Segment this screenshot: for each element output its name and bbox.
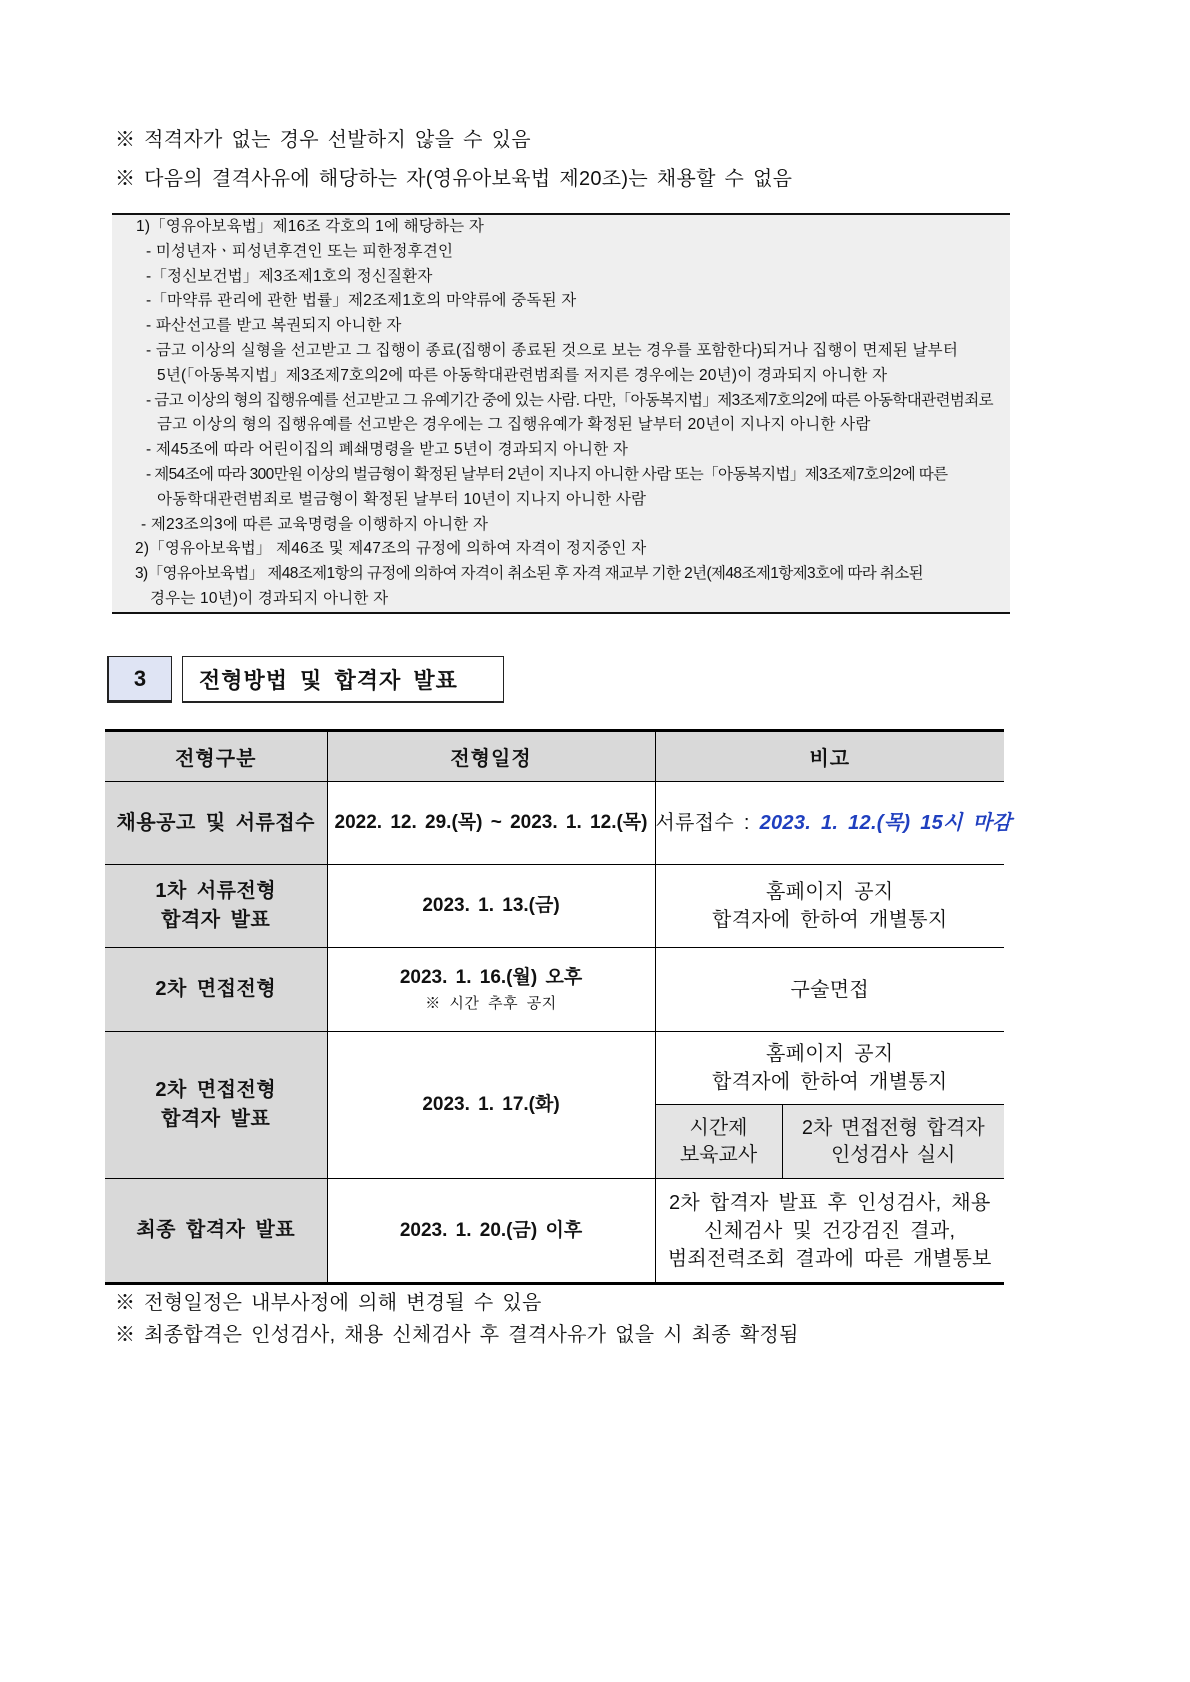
- date-label: 2023. 1. 17.(화): [422, 1094, 560, 1115]
- date-label: 2023. 1. 16.(월) 오후: [399, 966, 583, 988]
- date-footnote: ※ 시간 추후 공지: [425, 994, 557, 1012]
- sub-note-cell: [782, 1105, 1004, 1179]
- remarks-line: 홈페이지 공지: [765, 1043, 894, 1065]
- stage-cell: [105, 782, 327, 865]
- sub-label-line: 시간제: [689, 1116, 748, 1139]
- date-cell: [327, 1032, 655, 1179]
- date-cell: [327, 782, 655, 865]
- table-header-row: [105, 731, 1004, 782]
- disqualification-line: - 파산선고를 받고 복권되지 아니한 자: [146, 317, 402, 335]
- sub-label-cell: [655, 1105, 782, 1179]
- remarks-line: 홈페이지 공지: [765, 881, 894, 903]
- remarks-line: 합격자에 한하여 개별통지: [711, 909, 948, 931]
- remarks-prefix: 서류접수 :: [655, 812, 760, 834]
- disqualification-line: - 미성년자ㆍ피성년후견인 또는 피한정후견인: [146, 242, 454, 260]
- disqualification-line: - 금고 이상의 형의 집행유예를 선고받고 그 유예기간 중에 있는 사람. 다만,「아동복지법」제3조제7호의2에 따른 아동학대관련범죄로: [146, 391, 994, 409]
- stage-cell: [105, 1179, 327, 1284]
- disqualification-line: 1)「영유아보육법」제16조 각호의 1에 해당하는 자: [136, 218, 485, 235]
- table-row: [105, 1179, 1004, 1284]
- note-no-qualified-applicant: ※ 적격자가 없는 경우 선발하지 않을 수 있음: [115, 129, 531, 151]
- disqualification-line: 금고 이상의 형의 집행유예를 선고받은 경우에는 그 집행유예가 확정된 날부터 20년이 지나지 아니한 사람: [157, 416, 871, 434]
- remarks-line: 합격자에 한하여 개별통지: [711, 1071, 948, 1093]
- section-number: 3: [107, 656, 172, 703]
- schedule-table: [105, 729, 1012, 1285]
- disqualification-line: - 제45조에 따라 어린이집의 폐쇄명령을 받고 5년이 경과되지 아니한 자: [146, 441, 629, 459]
- table-row: [105, 782, 1004, 865]
- disqualification-line: -「정신보건법」제3조제1호의 정신질환자: [146, 267, 433, 285]
- table-row: [105, 1032, 1004, 1105]
- stage-cell: [105, 948, 327, 1032]
- disqualification-line: 2)「영유아보육법」 제46조 및 제47조의 규정에 의하여 자격이 정지중인 자: [135, 540, 647, 558]
- remarks-cell: [655, 948, 1004, 1032]
- disqualification-line: 5년(「아동복지법」제3조제7호의2에 따른 아동학대관련범죄를 저지른 경우에는 20년)이 경과되지 아니한 자: [157, 366, 888, 384]
- remarks-cell: [655, 1179, 1004, 1284]
- remarks-cell: [655, 865, 1004, 948]
- header-stage: 전형구분: [105, 731, 327, 782]
- sub-note-line: 2차 면접전형 합격자: [801, 1116, 985, 1139]
- date-label: 2023. 1. 13.(금): [422, 895, 560, 916]
- stage-label: 채용공고 및 서류접수: [116, 811, 315, 834]
- stage-label: 2차 면접전형: [155, 1079, 277, 1101]
- date-cell: [327, 1179, 655, 1284]
- remarks-line: 신체검사 및 건강검진 결과,: [704, 1219, 956, 1242]
- disqualification-box: [112, 213, 1010, 614]
- disqualification-line: 아동학대관련범죄로 벌금형이 확정된 날부터 10년이 지나지 아니한 사람: [157, 490, 647, 508]
- sub-label-line: 보육교사: [679, 1143, 758, 1166]
- date-cell: [327, 865, 655, 948]
- remarks-line: 2차 합격자 발표 후 인성검사, 채용: [668, 1191, 991, 1214]
- section-title: 전형방법 및 합격자 발표: [182, 656, 504, 703]
- disqualification-line: 3)「영유아보육법」 제48조제1항의 규정에 의하여 자격이 취소된 후 자격 재교부 기한 2년(제48조제1항제3호에 따라 취소된: [135, 565, 923, 583]
- header-remarks: 비고: [655, 731, 1004, 782]
- disqualification-line: - 제54조에 따라 300만원 이상의 벌금형이 확정된 날부터 2년이 지나지 아니한 사람 또는「아동복지법」제3조제7호의2에 따른: [146, 465, 948, 483]
- note-final-confirmation: ※ 최종합격은 인성검사, 채용 신체검사 후 결격사유가 없을 시 최종 확정됨: [115, 1324, 799, 1346]
- stage-cell: [105, 865, 327, 948]
- disqualification-line: 경우는 10년)이 경과되지 아니한 자: [150, 589, 389, 607]
- deadline-highlight: 2023. 1. 12.(목) 15시 마감: [759, 812, 1012, 834]
- note-disqualification-intro: ※ 다음의 결격사유에 해당하는 자(영유아보육법 제20조)는 채용할 수 없음: [115, 168, 793, 190]
- stage-label: 합격자 발표: [161, 909, 271, 931]
- stage-label: 2차 면접전형: [155, 978, 277, 1000]
- header-schedule: 전형일정: [327, 731, 655, 782]
- disqualification-line: - 제23조의3에 따른 교육명령을 이행하지 아니한 자: [141, 515, 489, 533]
- sub-note-line: 인성검사 실시: [831, 1143, 956, 1166]
- table-row: [105, 865, 1004, 948]
- date-label: 2022. 12. 29.(목) ~ 2023. 1. 12.(목): [334, 812, 648, 833]
- remarks-cell: [655, 782, 1012, 865]
- stage-label: 합격자 발표: [161, 1108, 271, 1130]
- date-cell: [327, 948, 655, 1032]
- stage-cell: [105, 1032, 327, 1179]
- note-schedule-change: ※ 전형일정은 내부사정에 의해 변경될 수 있음: [115, 1292, 542, 1314]
- date-label: 2023. 1. 20.(금) 이후: [399, 1219, 583, 1241]
- stage-label: 최종 합격자 발표: [136, 1219, 296, 1241]
- disqualification-line: -「마약류 관리에 관한 법률」제2조제1호의 마약류에 중독된 자: [146, 292, 577, 310]
- disqualification-line: - 금고 이상의 실형을 선고받고 그 집행이 종료(집행이 종료된 것으로 보는 경우를 포함한다)되거나 집행이 면제된 날부터: [146, 341, 958, 359]
- remarks-line: 범죄전력조회 결과에 따른 개별통보: [667, 1247, 992, 1270]
- stage-label: 1차 서류전형: [155, 880, 277, 902]
- table-row: [105, 948, 1004, 1032]
- remarks-line: 구술면접: [790, 978, 869, 1001]
- remarks-cell: [655, 1032, 1004, 1105]
